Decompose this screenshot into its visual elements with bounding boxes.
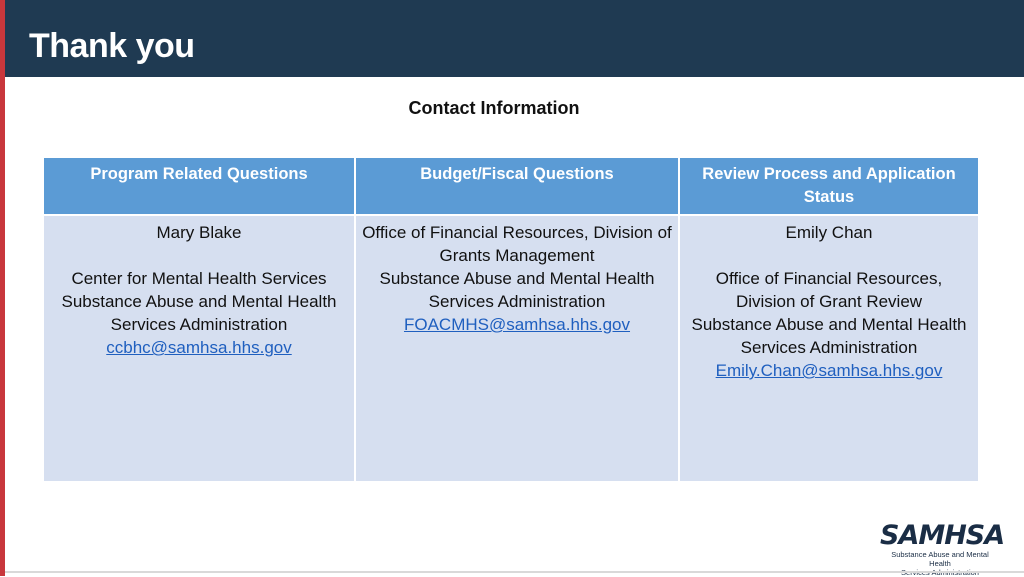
spacer [50,244,348,267]
contact-office: Center for Mental Health Services [71,269,327,288]
column-header-program: Program Related Questions [44,158,355,215]
email-link[interactable]: ccbhc@samhsa.hhs.gov [106,338,292,357]
section-heading: Contact Information [408,98,580,118]
email-link[interactable]: FOACMHS@samhsa.hhs.gov [403,315,631,334]
contact-name: Emily Chan [785,223,873,242]
contact-agency: Substance Abuse and Mental Health Services Administration [379,269,655,311]
contact-agency: Substance Abuse and Mental Health Services Administration [691,315,967,357]
table-row [44,215,978,481]
logo-tagline-line-1: Substance Abuse and Mental Health [891,550,989,568]
spacer [686,244,972,267]
column-header-review: Review Process and Application Status [679,158,978,215]
email-link[interactable]: Emily.Chan@samhsa.hhs.gov [715,361,943,380]
program-contact-cell [44,215,355,481]
left-accent-bar [0,0,5,576]
table-header-row [44,158,978,215]
column-header-budget: Budget/Fiscal Questions [355,158,679,215]
samhsa-logo [880,520,1005,577]
contact-office: Office of Financial Resources, Division of Grant Review [715,269,943,311]
logo-wordmark: SAMHSA [880,520,1005,551]
footer-divider [5,571,1024,573]
review-contact-cell [679,215,978,481]
contact-office: Office of Financial Resources, Division of Grants Management [362,223,672,265]
budget-contact-cell [355,215,679,481]
contact-agency: Substance Abuse and Mental Health Services Administration [61,292,337,334]
contact-name: Mary Blake [156,223,242,242]
title-banner [5,0,1024,77]
contact-table [44,158,978,481]
slide-title: Thank you [29,27,195,65]
